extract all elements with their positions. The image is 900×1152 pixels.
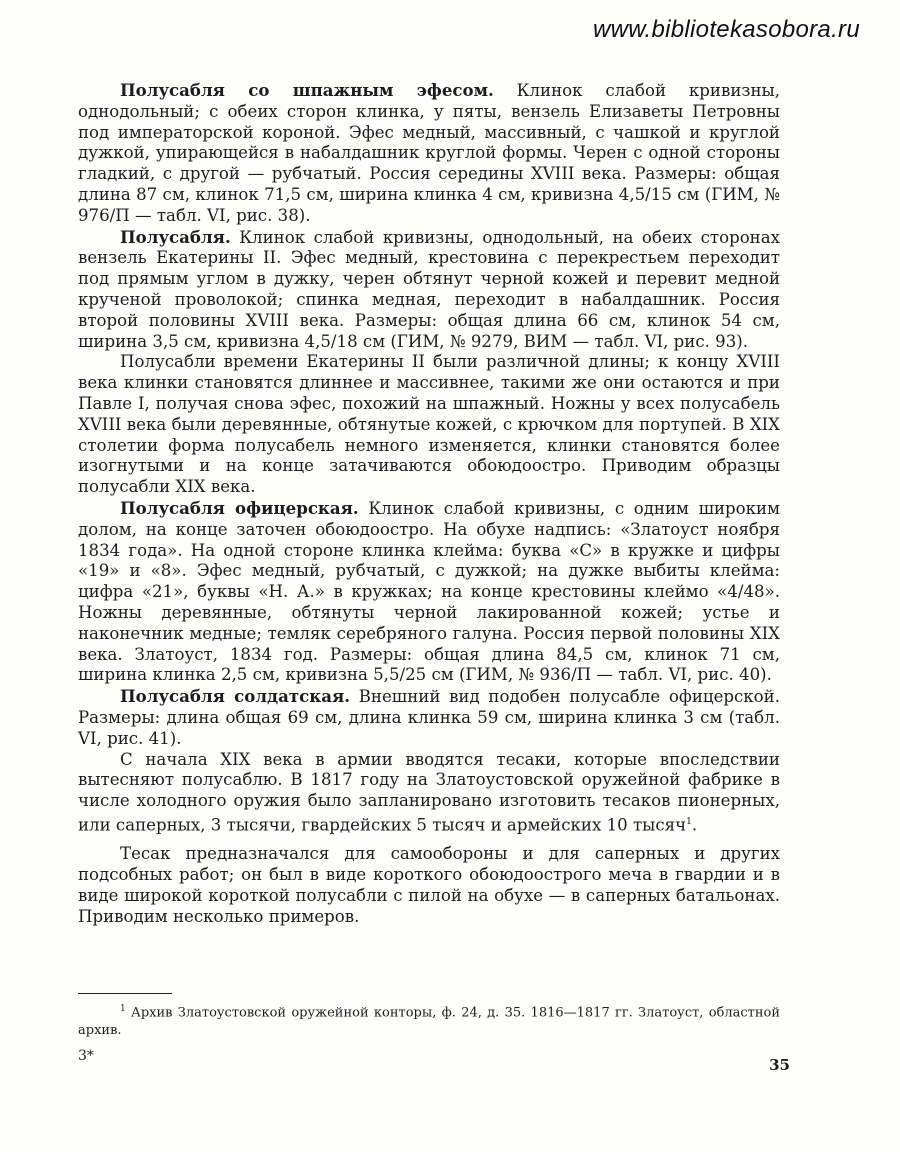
paragraph-1 <box>78 80 780 227</box>
paragraph-6 <box>78 750 780 837</box>
paragraph-2-heading: Полусабля. <box>120 226 231 247</box>
paragraph-1-text: Клинок слабой кривизны, однодольный; с обеих сторон клинка, у пяты, вензель Елизаветы Петровны под императорской короной. Эфес медный, массивный, с чашкой и круглой дужкой, упирающейся в набалдашник круглой формы. Черен с одной стороны гладкий, с другой — рубчатый. Россия середины XVIII века. Размеры: общая длина 87 см, клинок 71,5 см, ширина клинка 4 см, кривизна 4,5/15 см (ГИМ, № 976/П — табл. VI, рис. 38). <box>78 81 780 225</box>
footnote-divider <box>78 993 172 994</box>
paragraph-6-text: С начала XIX века в армии вводятся тесаки, которые впоследствии вытесняют полусаблю. В 1817 году на Златоустовской оружейной фабрике в числе холодного оружия было запланировано изготовить тесаков пионерных, или саперных, 3 тысячи, гвардейских 5 тысяч и армейских 10 тысяч <box>78 749 780 835</box>
paragraph-5-heading: Полусабля солдатская. <box>120 686 350 707</box>
footnote <box>78 1000 780 1040</box>
paragraph-7-text: Тесак предназначался для самообороны и для саперных и других подсобных работ; он был в виде короткого обоюдоострого меча в гвардии и в виде широкой короткой полусабли с пилой на обухе — в саперных батальонах. Приводим несколько примеров. <box>78 844 780 926</box>
paragraph-1-heading: Полусабля со шпажным эфесом. <box>120 80 494 100</box>
paragraph-7 <box>78 844 780 927</box>
paragraph-4-heading: Полусабля офицерская. <box>120 497 359 518</box>
main-text <box>78 80 780 927</box>
footnote-reference: 1 <box>686 816 692 827</box>
paragraph-5-text: Внешний вид подобен полусабле офицерской. Размеры: длина общая 69 см, длина клинка 59 см, ширина клинка 3 см (табл. VI, рис. 41). <box>78 687 780 748</box>
signature-mark: 3* <box>78 1048 94 1064</box>
paragraph-2-text: Клинок слабой кривизны, однодольный, на обеих сторонах вензель Екатерины II. Эфес медный, крестовина с перекрестьем переходит под прямым углом в дужку, черен обтянут черной кожей и перевит медной крученой проволокой; спинка медная, переходит в набалдашник. Россия второй половины XVIII века. Размеры: общая длина 66 см, клинок 54 см, ширина 3,5 см, кривизна 4,5/18 см (ГИМ, № 9279, ВИМ — табл. VI, рис. 93). <box>78 227 780 351</box>
page-number: 35 <box>769 1056 790 1074</box>
paragraph-2 <box>78 227 780 353</box>
paragraph-4 <box>78 498 780 686</box>
paragraph-3 <box>78 352 780 498</box>
paragraph-5 <box>78 686 780 749</box>
paragraph-3-text: Полусабли времени Екатерины II были различной длины; к концу XVIII века клинки становятся длиннее и массивнее, такими же они остаются и при Павле I, получая снова эфес, похожий на шпажный. Ножны у всех полусабель XVIII века были деревянные, обтянутые кожей, с крючком для портупей. В XIX столетии форма полусабель немного изменяется, клинки становятся более изогнутыми и на конце затачиваются обоюдоостро. Приводим образцы полусабли XIX века. <box>78 352 780 497</box>
footnote-text: Архив Златоустовской оружейной конторы, ф. 24, д. 35. 1816—1817 гг. Златоуст, областной архив. <box>78 1005 780 1039</box>
website-watermark: www.bibliotekasobora.ru <box>592 16 860 43</box>
paragraph-4-text: Клинок слабой кривизны, с одним широким долом, на конце заточен обоюдоостро. На обухе надпись: «Златоуст ноября 1834 года». На одной стороне клинка клейма: буква «С» в кружке и цифры «19» и «8». Эфес медный, рубчатый, с дужкой; на дужке выбиты клейма: цифра «21», буквы «Н. А.» в кружках; на конце крестовины клеймо «4/48». Ножны деревянные, обтянуты черной лакированной кожей; устье и наконечник медные; темляк серебряного галуна. Россия первой половины XIX века. Златоуст, 1834 год. Размеры: общая длина 84,5 см, клинок 71 см, ширина клинка 2,5 см, кривизна 5,5/25 см (ГИМ, № 936/П — табл. VI, рис. 40). <box>78 498 781 685</box>
footnote-mark: 1 <box>120 1004 126 1014</box>
paragraph-6-tail: . <box>691 815 698 835</box>
